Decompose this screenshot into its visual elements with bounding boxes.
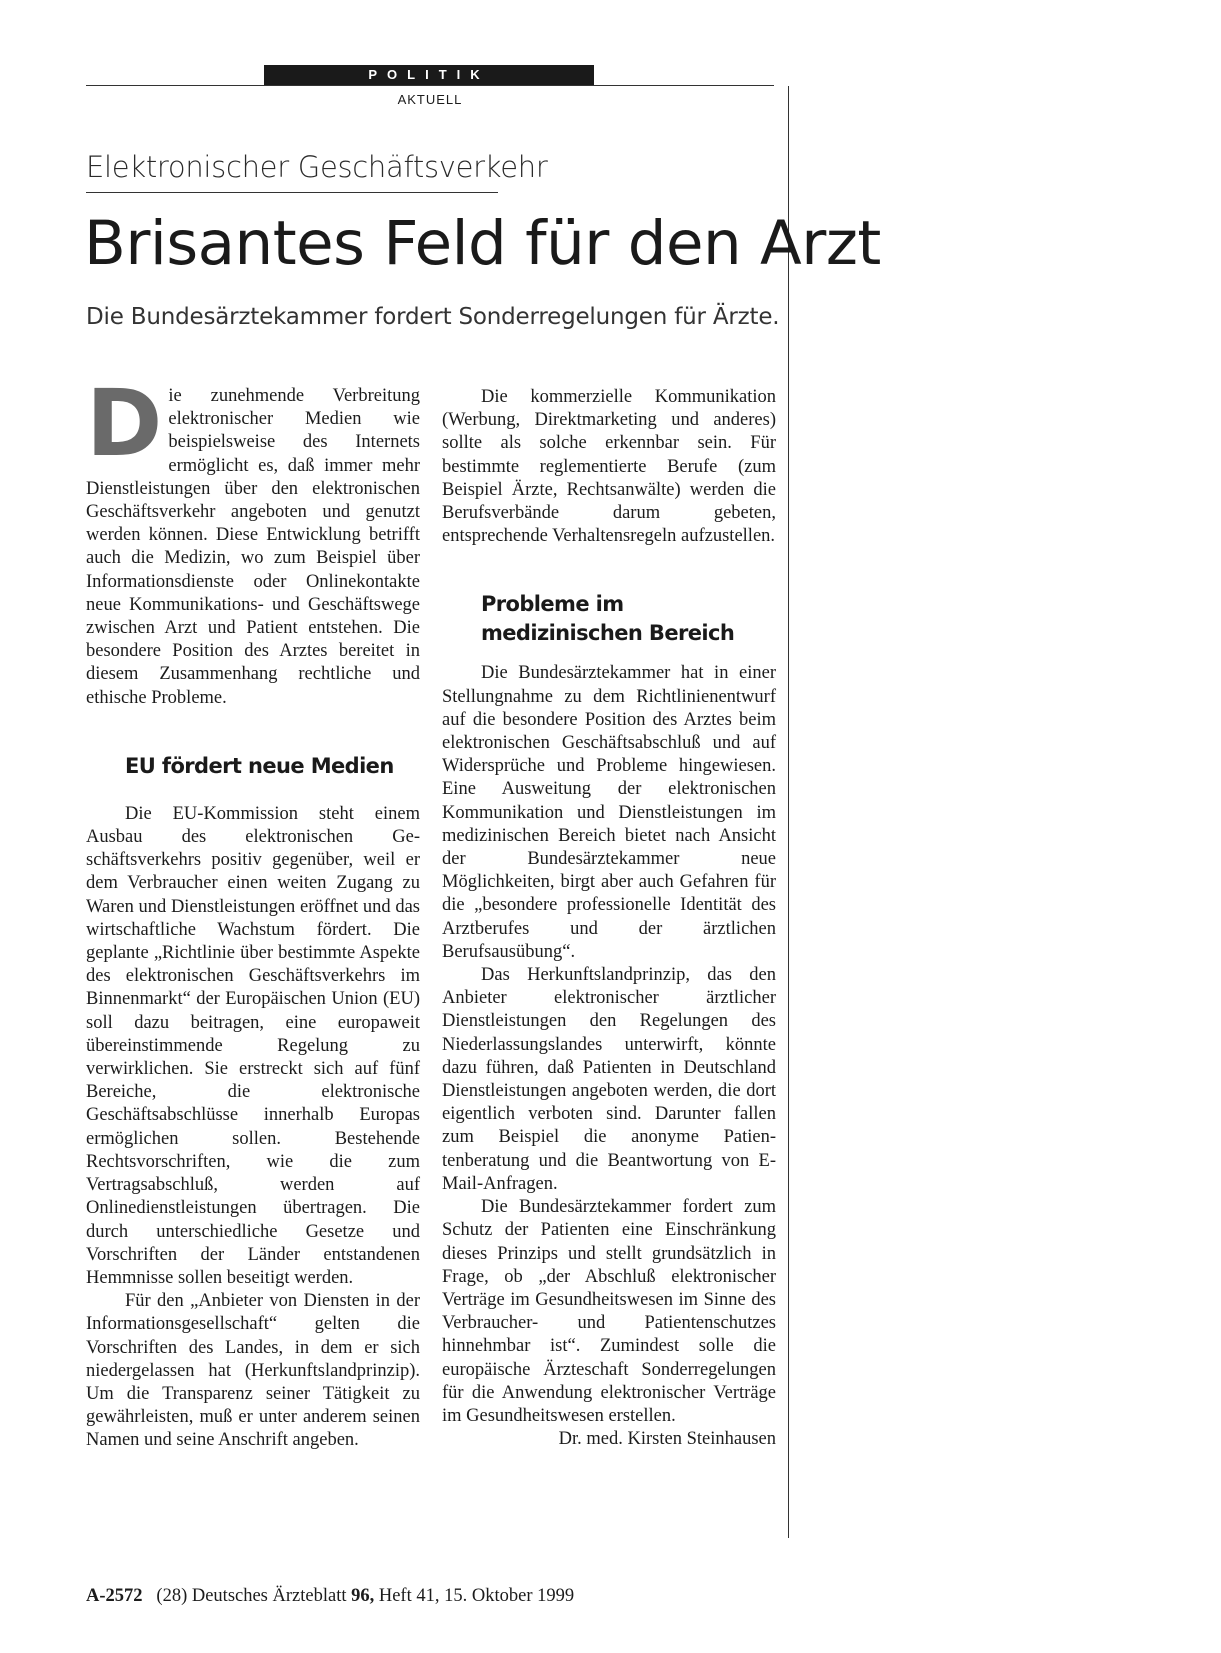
- volume-number: 96,: [351, 1586, 375, 1606]
- article-kicker: Elektronischer Geschäftsverkehr: [86, 150, 548, 184]
- section-rubric: POLITIK: [264, 65, 594, 85]
- intro-text: ie zunehmende Verbreitung elektronischer Medien wie beispielsweise des Internets ermöglicht es, daß immer mehr Dienstleistungen über den elektronischen Geschäftsverkehr angeboten und genutzt werden können. Diese Entwicklung betrifft auch die Medizin, wo zum Beispiel über Informationsdienste oder Onlinekontakte neue Kommunikations- und Geschäftswege zwischen Arzt und Patient entstehen. Die besondere Position des Arztes bereitet in diesem Zusammenhang rechtliche und ethische Probleme.: [86, 386, 420, 708]
- author-byline: Dr. med. Kirsten Steinhausen: [558, 1429, 776, 1450]
- body-paragraph: Die EU-Kommission steht einem Ausbau des elektronischen Geschäftsverkehrs positiv gegenüber, weil er dem Verbraucher einen weiten Zugang zu Waren und Dienstleistungen eröffnet und das wirtschaftliche Wachstum fördert. Die geplante „Richtlinie über bestimmte Aspekte des elektronischen Geschäftsverkehrs im Binnenmarkt“ der Europäischen Union (EU) soll dazu beitragen, eine europaweit übereinstimmende Regelung zu verwirklichen. Sie erstreckt sich auf fünf Bereiche, die elektronische Geschäftsabschlüsse innerhalb Europas ermöglichen sollen. Bestehende Rechtsvorschriften, wie die zum Vertragsabschluß, werden auf Onlinedienstleistungen übertragen. Die durch unterschiedliche Gesetze und Vorschriften der Länder entstandenen Hemmnisse sollen beseitigt werden.: [86, 803, 420, 1288]
- body-paragraph: Die Bundesärztekammer hat in einer Stellungnahme zu dem Richtlinienentwurf auf die besondere Position des Arztes beim elektronischen Geschäftsabschluß und auf Widersprüche und Probleme hingewiesen. Eine Ausweitung der elektronischen Kommunikation und Dienstleistungen im medizinischen Bereich bietet nach Ansicht der Bundesärztekammer neue Möglichkeiten, birgt aber auch Gefahren für die „besondere professionelle Identität des Arztberufes und der ärztlichen Berufsausübung“.: [442, 663, 776, 962]
- body-text: Die Bundesärztekammer fordert zum Schutz der Patienten eine Einschränkung dieses Prinzips und stellt grundsätzlich in Frage, ob „der Abschluß elektronischer Verträge im Gesundheitswesen im Sinne des Verbraucher- und Patientenschutzes hinnehmbar ist“. Zumindest solle die europäische Ärzteschaft Sonderregelungen für die Anwendung elektronischer Verträge im Gesundheitswesen erstellen.: [442, 1197, 776, 1426]
- body-paragraph: [442, 1196, 776, 1450]
- subheading-probleme: [481, 590, 776, 648]
- body-paragraph: Die kommerzielle Kommunikation (Werbung, Direktmarketing und anderes) sollte als solche erkennbar sein. Für bestimmte reglementierte Berufe (zum Beispiel Ärzte, Rechtsanwälte) werden die Berufsverbände darum gebeten, entsprechende Verhaltensregeln aufzustellen.: [442, 387, 776, 547]
- body-paragraph: Das Herkunftslandprinzip, das den Anbieter elektronischer ärztlicher Dienstleistungen den Regelungen des Niederlassungslandes unterwirft, könnte dazu führen, daß Patienten in Deutschland Dienstleistungen angeboten werden, die dort eigentlich verboten sind. Darunter fallen zum Beispiel die anonyme Patientenberatung und die Beantwortung von E-Mail-Anfragen.: [442, 965, 776, 1194]
- drop-cap: D: [86, 370, 163, 477]
- article-column-right: [442, 386, 776, 1451]
- body-paragraph: Für den „Anbieter von Diensten in der Informationsgesellschaft“ gelten die Vorschriften des Landes, in dem er sich niedergelassen hat (Herkunftslandprinzip). Um die Transparenz seiner Tätigkeit zu gewährleisten, muß er unter anderem seinen Namen und seine Anschrift angeben.: [86, 1291, 420, 1451]
- journal-name: (28) Deutsches Ärzteblatt: [156, 1586, 347, 1606]
- subsection-label: AKTUELL: [397, 92, 463, 107]
- article-deck: Die Bundesärztekammer fordert Sonderregelungen für Ärzte.: [86, 304, 780, 330]
- column-rule-right: [788, 86, 789, 1538]
- page-footer: [86, 1586, 574, 1607]
- subheading-line: medizinischen Bereich: [481, 621, 735, 646]
- intro-paragraph: [86, 370, 420, 710]
- article-column-left: [86, 370, 420, 1453]
- issue-date: Heft 41, 15. Oktober 1999: [378, 1586, 575, 1606]
- article-headline: Brisantes Feld für den Arzt: [84, 208, 881, 279]
- kicker-underline: [86, 192, 498, 193]
- page-number: A-2572: [86, 1586, 143, 1606]
- subheading-line: Probleme im: [481, 592, 624, 617]
- top-rule: [86, 85, 774, 86]
- subheading-eu: EU fördert neue Medien: [125, 753, 394, 778]
